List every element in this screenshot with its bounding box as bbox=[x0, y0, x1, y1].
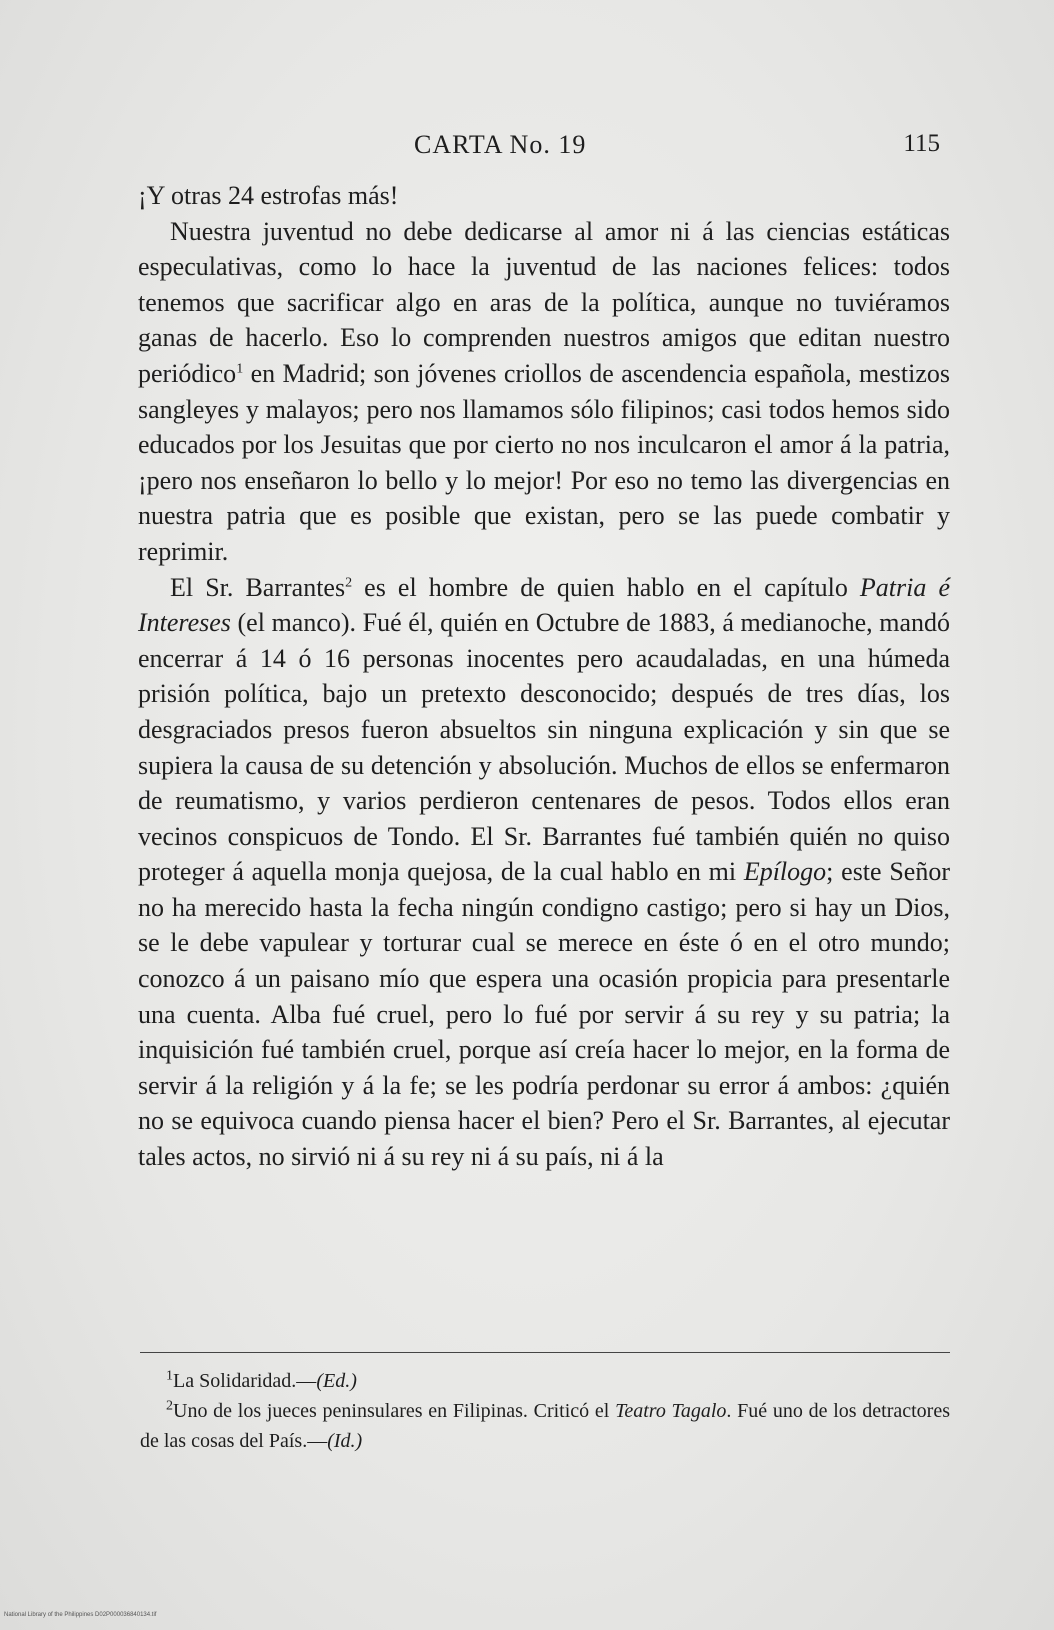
paragraph-2 bbox=[138, 214, 950, 570]
paragraph-3 bbox=[138, 570, 950, 1175]
paragraph-1-text: ¡Y otras 24 estrofas más! bbox=[138, 181, 399, 210]
paragraph-2-text-a: Nuestra juventud no debe dedicarse al amor ni á las ciencias estáticas especulativas, como lo hace la juventud de las naciones felices: todos tenemos que sacrificar algo en aras de la política, aunque no tuviéramos ganas de hacerlo. Eso lo comprenden nuestros amigos que editan nuestro periódico bbox=[138, 216, 950, 388]
paragraph-2-text-b: en Madrid; son jóvenes criollos de ascendencia española, mestizos sangleyes y malayos; pero nos llamamos sólo filipinos; casi todos hemos sido educados por los Jesuitas que por cierto no nos inculcaron el amor á la patria, ¡pero nos enseñaron lo bello y lo mejor! Por eso no temo las divergencias en nuestra patria que es posible que existan, pero se las puede combatir y reprimir. bbox=[138, 358, 950, 566]
chapter-reference-italic: Patria é Intereses bbox=[138, 572, 950, 638]
paragraph-3-text-d: ; este Señor no ha merecido hasta la fecha ningún condigno castigo; pero si hay un Dios, se le debe vapulear y torturar cual se merece en éste ó en el otro mundo; conozco á un paisano mío que espera una ocasión propicia para presentarle una cuenta. Alba fué cruel, pero lo fué por servir á su rey y su patria; la inquisición fué también cruel, porque así creía hacer lo mejor, en la forma de servir á la religión y á la fe; se les podría perdonar su error á ambos: ¿quién no se equivoca cuando piensa hacer el bien? Pero el Sr. Barrantes, al ejecutar tales actos, no sirvió ni á su rey ni á su país, ni á la bbox=[138, 857, 950, 1172]
paragraph-1 bbox=[138, 178, 950, 214]
footnote-1-text: La Solidaridad.— bbox=[173, 1370, 317, 1392]
running-head bbox=[140, 130, 940, 166]
footnote-2-teatro-italic: Teatro Tagalo bbox=[615, 1400, 727, 1422]
footnote-1-editor: (Ed.) bbox=[316, 1370, 357, 1392]
footnote-2 bbox=[140, 1396, 950, 1456]
page-number: 115 bbox=[903, 130, 940, 157]
paragraph-3-text-b: es el hombre de quien hablo en el capítulo bbox=[352, 572, 860, 602]
footnote-1 bbox=[140, 1366, 950, 1396]
footnote-divider bbox=[140, 1352, 950, 1353]
paragraph-3-text-a: El Sr. Barrantes bbox=[170, 572, 346, 602]
footnote-2-editor: (Id.) bbox=[327, 1430, 363, 1452]
body-text bbox=[138, 178, 950, 1175]
footnote-2-text: Uno de los jueces peninsulares en Filipinas. Criticó el bbox=[173, 1400, 616, 1422]
scan-caption: National Library of the Philippines D02P000036840134.tif bbox=[4, 1612, 157, 1618]
chapter-title: CARTA No. 19 bbox=[414, 130, 587, 159]
footnote-ref-1: 1 bbox=[236, 361, 244, 377]
footnotes bbox=[140, 1366, 950, 1456]
footnote-2-mark: 2 bbox=[166, 1398, 173, 1414]
footnote-1-mark: 1 bbox=[166, 1368, 173, 1384]
footnote-ref-2: 2 bbox=[345, 574, 353, 590]
epilogo-italic: Epílogo bbox=[743, 857, 827, 887]
footnote-2-text-2: . Fué uno de los detractores de las cosas del País.— bbox=[140, 1400, 951, 1452]
paragraph-3-text-c: (el manco). Fué él, quién en Octubre de 1883, á medianoche, mandó encerrar á 14 ó 16 personas inocentes pero acaudaladas, en una húmeda prisión política, bajo un pretexto desconocido; después de tres días, los desgraciados presos fueron absueltos sin ninguna explicación y sin que se supiera la causa de su detención y absolución. Muchos de ellos se enfermaron de reumatismo, y varios perdieron centenares de pesos. Todos ellos eran vecinos conspicuos de Tondo. El Sr. Barrantes fué también quién no quiso proteger á aquella monja quejosa, de la cual hablo en mi bbox=[138, 608, 950, 887]
